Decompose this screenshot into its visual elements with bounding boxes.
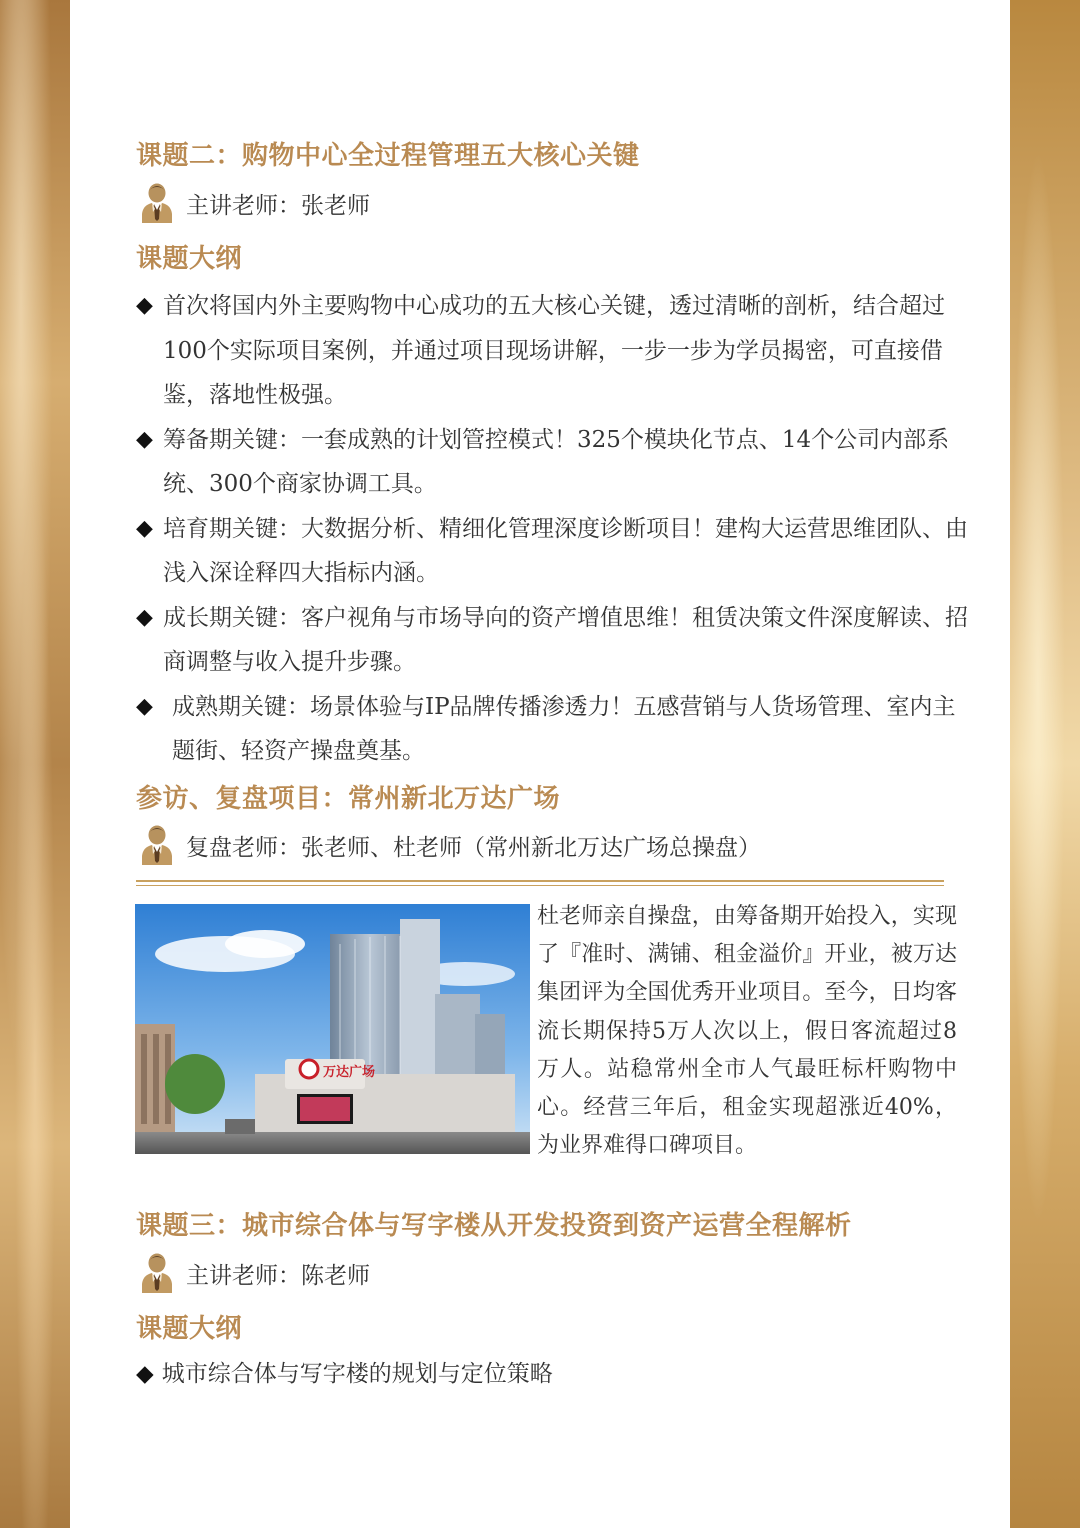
- wanda-sign-text: 万达广场: [323, 1065, 376, 1080]
- diamond-bullet-icon: ◆: [136, 426, 153, 452]
- list-item: ◆ 首次将国内外主要购物中心成功的五大核心关键，透过清晰的剖析，结合超过100个实际项目案例，并通过项目现场讲解，一步一步为学员揭密，可直接借鉴，落地性极强。: [136, 284, 976, 418]
- left-decorative-border: [0, 0, 70, 1528]
- visit-teacher-label: 复盘老师：张老师、杜老师（常州新北万达广场总操盘）: [186, 834, 761, 861]
- topic2-teacher-label: 主讲老师：张老师: [186, 192, 370, 219]
- visit-teacher: [140, 825, 761, 865]
- teacher-avatar-icon: [140, 183, 174, 223]
- section-divider-thin: [136, 885, 944, 886]
- brochure-page: [70, 0, 1010, 1528]
- diamond-bullet-icon: ◆: [136, 1361, 154, 1387]
- right-decorative-border: [1010, 0, 1080, 1528]
- topic3-teacher: [140, 1253, 370, 1293]
- topic2-outline-list: [136, 284, 976, 774]
- teacher-avatar-icon: [140, 825, 174, 865]
- diamond-bullet-icon: ◆: [136, 293, 153, 318]
- topic2-teacher: [140, 183, 370, 223]
- diamond-bullet-icon: ◆: [136, 515, 153, 541]
- topic3-title: 课题三：城市综合体与写字楼从开发投资到资产运营全程解析: [136, 1211, 852, 1241]
- wanda-plaza-photo: [135, 904, 530, 1154]
- visit-project-title: 参访、复盘项目：常州新北万达广场: [136, 784, 561, 814]
- teacher-avatar-icon: [140, 1253, 174, 1293]
- topic2-outline-heading: 课题大纲: [136, 244, 243, 274]
- diamond-bullet-icon: ◆: [136, 693, 153, 719]
- topic2-title: 课题二：购物中心全过程管理五大核心关键: [136, 141, 640, 171]
- topic3-outline-heading: 课题大纲: [136, 1314, 243, 1344]
- visit-project-description: 杜老师亲自操盘，由筹备期开始投入，实现了『准时、满铺、租金溢价』开业，被万达集团评为全国优秀开业项目。至今，日均客流长期保持5万人次以上，假日客流超过8万人。站稳常州全市人气最旺标杆购物中心。经营三年后，租金实现超涨近40%，为业界难得口碑项目。: [537, 904, 957, 1159]
- list-item: ◆ 成长期关键：客户视角与市场导向的资产增值思维！租赁决策文件深度解读、招商调整与收入提升步骤。: [136, 596, 976, 685]
- list-item: ◆ 培育期关键：大数据分析、精细化管理深度诊断项目！建构大运营思维团队、由浅入深诠释四大指标内涵。: [136, 507, 976, 596]
- topic3-outline-item: ◆ 城市综合体与写字楼的规划与定位策略: [136, 1361, 553, 1387]
- list-item: ◆ 筹备期关键：一套成熟的计划管控模式！325个模块化节点、14个公司内部系统、300个商家协调工具。: [136, 418, 976, 507]
- list-item: ◆ 成熟期关键：场景体验与IP品牌传播渗透力！五感营销与人货场管理、室内主题街、轻资产操盘奠基。: [136, 685, 976, 774]
- topic3-teacher-label: 主讲老师：陈老师: [186, 1262, 370, 1289]
- diamond-bullet-icon: ◆: [136, 604, 153, 630]
- section-divider: [136, 880, 944, 882]
